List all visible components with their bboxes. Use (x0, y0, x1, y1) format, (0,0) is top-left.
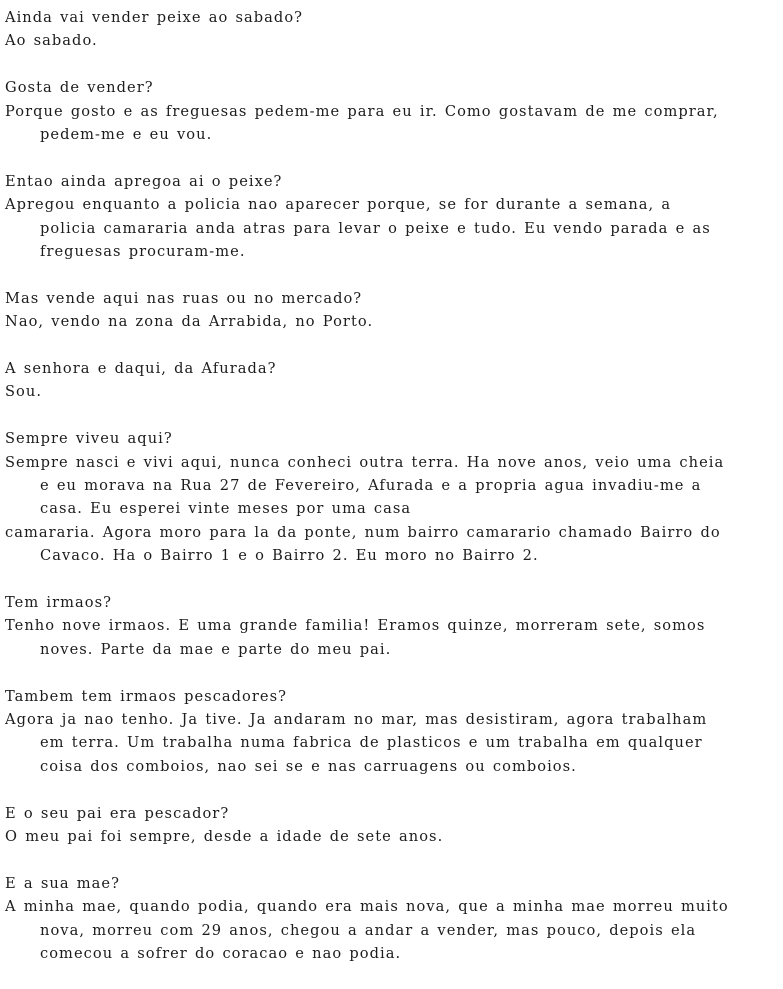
answer-line: casa. Eu esperei vinte meses por uma casa (40, 500, 412, 518)
question-text: Sempre viveu aqui? (5, 430, 173, 448)
question-text: Entao ainda apregoa ai o peixe? (5, 172, 283, 190)
qa-block (5, 76, 777, 146)
qa-block (5, 685, 777, 779)
answer-line: comecou a sofrer do coracao e nao podia. (40, 945, 402, 963)
answer-line: Ao sabado. (5, 32, 98, 50)
answer-line: policia camararia anda atras para levar o peixe e tudo. Eu vendo parada e as (40, 219, 711, 237)
answer-line: em terra. Um trabalha numa fabrica de plasticos e um trabalha em qualquer (40, 734, 703, 752)
question-text: E o seu pai era pescador? (5, 804, 230, 822)
answer-line: Apregou enquanto a policia nao aparecer porque, se for durante a semana, a (5, 196, 672, 214)
question-text: Gosta de vender? (5, 79, 154, 97)
answer-line: O meu pai foi sempre, desde a idade de sete anos. (5, 828, 444, 846)
interview-transcript (5, 6, 777, 989)
qa-block (5, 287, 777, 334)
answer-line: Cavaco. Ha o Bairro 1 e o Bairro 2. Eu moro no Bairro 2. (40, 547, 539, 565)
answer-line: e eu morava na Rua 27 de Fevereiro, Afurada e a propria agua invadiu-me a (40, 477, 702, 495)
answer-line: Sempre nasci e vivi aqui, nunca conheci outra terra. Ha nove anos, veio uma cheia (5, 453, 725, 471)
question-text: A senhora e daqui, da Afurada? (5, 360, 277, 378)
qa-block (5, 170, 777, 264)
qa-block (5, 357, 777, 404)
answer-line: pedem-me e eu vou. (40, 126, 213, 144)
answer-line: coisa dos comboios, nao sei se e nas carruagens ou comboios. (40, 757, 577, 775)
answer-line: nova, morreu com 29 anos, chegou a andar a vender, mas pouco, depois ela (40, 921, 697, 939)
qa-block (5, 802, 777, 849)
answer-line: Sou. (5, 383, 43, 401)
question-text: Tem irmaos? (5, 594, 113, 612)
question-text: Mas vende aqui nas ruas ou no mercado? (5, 289, 363, 307)
question-text: Tambem tem irmaos pescadores? (5, 687, 288, 705)
question-text: Ainda vai vender peixe ao sabado? (5, 9, 304, 26)
answer-line: A minha mae, quando podia, quando era mais nova, que a minha mae morreu muito (5, 898, 729, 916)
answer-line: Porque gosto e as freguesas pedem-me para eu ir. Como gostavam de me comprar, (5, 102, 719, 120)
answer-line: noves. Parte da mae e parte do meu pai. (40, 640, 392, 658)
answer-line: Agora ja nao tenho. Ja tive. Ja andaram no mar, mas desistiram, agora trabalham (5, 711, 708, 729)
answer-line: Tenho nove irmaos. E uma grande familia! Eramos quinze, morreram sete, somos (5, 617, 706, 635)
answer-line: Nao, vendo na zona da Arrabida, no Porto. (5, 313, 374, 331)
qa-block (5, 872, 777, 966)
answer-line: camararia. Agora moro para la da ponte, num bairro camarario chamado Bairro do (5, 523, 721, 541)
question-text: E a sua mae? (5, 874, 120, 892)
qa-block (5, 427, 777, 567)
qa-block (5, 6, 777, 53)
qa-block (5, 591, 777, 661)
answer-line: freguesas procuram-me. (40, 243, 246, 261)
